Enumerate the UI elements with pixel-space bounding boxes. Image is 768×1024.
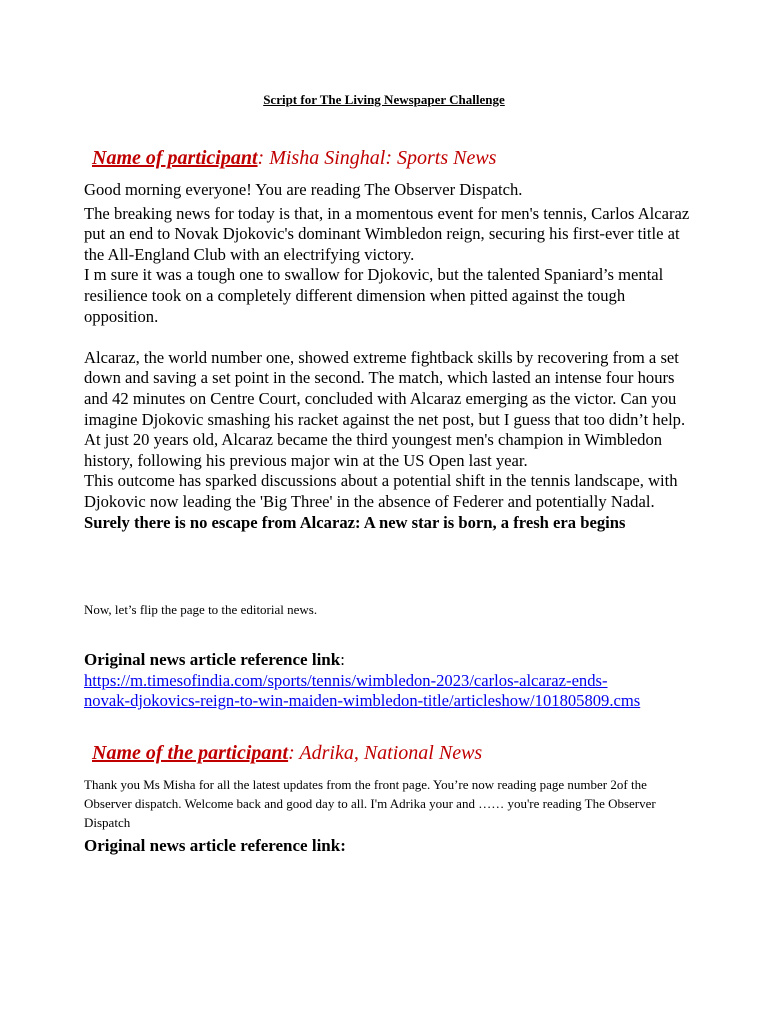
reference-link-line-2[interactable]: novak-djokovics-reign-to-win-maiden-wimbledon-title/articleshow/101805809.cms <box>84 691 641 711</box>
reference-label: Original news article reference link <box>84 650 341 669</box>
participant-value: : Misha Singhal: Sports News <box>257 147 497 169</box>
transition-text: Now, let’s flip the page to the editorial news. <box>84 602 318 617</box>
reference-label: Original news article reference link: <box>84 836 346 855</box>
news-paragraph: I m sure it was a tough one to swallow for Djokovic, but the talented Spaniard’s mental resilience took on a completely different dimension when pitted against the tough opposition. <box>84 265 664 326</box>
news-paragraph: The breaking news for today is that, in a momentous event for men's tennis, Carlos Alcaraz put an end to Novak Djokovic's dominant Wimbledon reign, securing his first-ever title at the All-England Club with an electrifying victory. <box>84 203 690 264</box>
participant-label: Name of participant <box>92 147 258 169</box>
participant-label: Name of the participant <box>92 742 289 764</box>
reference-block-1 <box>84 650 696 712</box>
news-paragraph: This outcome has sparked discussions about a potential shift in the tennis landscape, with Djokovic now leading the 'Big Three' in the absence of Federer and potentially Nadal. <box>84 471 678 511</box>
national-news-body: Thank you Ms Misha for all the latest updates from the front page. You’re now reading page number 2of the Observer dispatch. Welcome back and good day to all. I'm Adrika your and …… you're reading The Observer Dispatch <box>84 777 656 830</box>
greeting-text: Good morning everyone! You are reading The Observer Dispatch. <box>84 180 523 199</box>
news-paragraph: Alcaraz, the world number one, showed extreme fightback skills by recovering from a set down and saving a set point in the second. The match, which lasted an intense four hours and 42 minutes on Centre Court, concluded with Alcaraz emerging as the victor. Can you imagine Djokovic smashing his racket against the net post, but I guess that too didn’t help. At just 20 years old, Alcaraz became the third youngest men's champion in Wimbledon history, following his previous major win at the US Open last year. <box>84 347 686 470</box>
reference-link-line-1[interactable]: https://m.timesofindia.com/sports/tennis/wimbledon-2023/carlos-alcaraz-ends- <box>84 670 608 690</box>
news-headline: Surely there is no escape from Alcaraz: A new star is born, a fresh era begins <box>84 512 626 532</box>
reference-colon: : <box>340 650 345 669</box>
document-title: Script for The Living Newspaper Challenge <box>263 92 505 107</box>
participant-heading-2 <box>92 742 482 765</box>
reference-block-2 <box>84 836 696 857</box>
participant-heading-1 <box>92 147 496 170</box>
participant-value: : Adrika, National News <box>288 742 483 764</box>
sports-news-body <box>84 180 696 533</box>
